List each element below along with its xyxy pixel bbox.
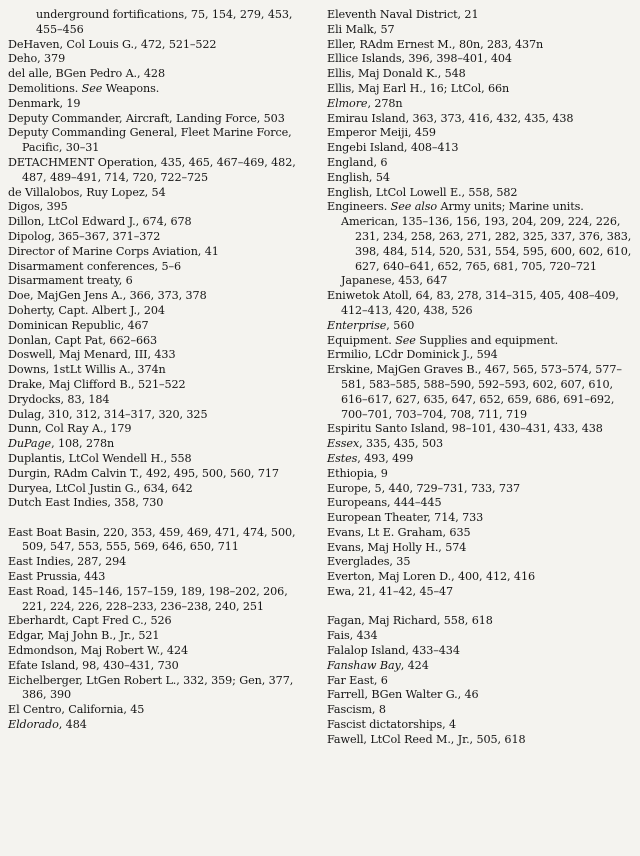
index-entry: East Indies, 287, 294 <box>8 555 127 569</box>
index-entry-pages: , 108, 278n <box>51 437 115 451</box>
index-entry: Disarmament treaty, 6 <box>8 274 133 288</box>
index-entry-see: See <box>81 81 103 95</box>
index-entry: Disarmament conferences, 5–6 <box>8 259 181 273</box>
index-entry-pages: , 493, 499 <box>357 451 414 465</box>
index-column-right <box>327 8 634 856</box>
index-entry-pages: , 484 <box>58 717 87 731</box>
index-entry: English, 54 <box>327 170 390 184</box>
index-entry: Downs, 1stLt Willis A., 374n <box>8 363 166 377</box>
index-entry: del alle, BGen Pedro A., 428 <box>8 67 165 81</box>
index-entry: de Villalobos, Ruy Lopez, 54 <box>8 185 166 199</box>
index-entry: Emirau Island, 363, 373, 416, 432, 435, 438 <box>327 111 574 125</box>
index-entry <box>327 97 634 112</box>
index-entry: Evans, Lt E. Graham, 635 <box>327 525 471 539</box>
index-entry: Falalop Island, 433–434 <box>327 643 460 657</box>
index-entry: Edmondson, Maj Robert W., 424 <box>8 643 188 657</box>
index-entry-see: See also <box>390 200 438 214</box>
index-entry: Eichelberger, LtGen Robert L., 332, 359; Gen, 377, 386, 390 <box>8 673 294 702</box>
index-entry-see: See <box>395 333 416 347</box>
index-entry-ship-name: Elmore <box>327 96 368 110</box>
index-entry <box>327 334 634 349</box>
index-entry: Doswell, Maj Menard, III, 433 <box>8 348 176 362</box>
index-entry <box>327 659 634 674</box>
index-entry-ship-name: Eldorado <box>8 717 59 731</box>
index-entry: East Prussia, 443 <box>8 569 106 583</box>
index-entry: Eberhardt, Capt Fred C., 526 <box>8 614 172 628</box>
index-entry-ref: Weapons. <box>102 81 160 95</box>
index-entry: Erskine, MajGen Graves B., 467, 565, 573–574, 577–581, 583–585, 588–590, 592–593, 602, 607, 610, 616–617, 627, 635, 647, 652, 659, 686, 691–692, 700–701, 703–704, 708, 711, 719 <box>327 363 622 421</box>
index-entry-ship-name: Enterprise <box>327 318 387 332</box>
index-entry: Duplantis, LtCol Wendell H., 558 <box>8 451 192 465</box>
index-entry: Far East, 6 <box>327 673 388 687</box>
index-entry: Emperor Meiji, 459 <box>327 126 436 140</box>
index-column-left <box>8 8 315 856</box>
index-entry: European Theater, 714, 733 <box>327 511 484 525</box>
index-entry: Fascist dictatorships, 4 <box>327 717 457 731</box>
index-entry-pages: , 424 <box>400 658 429 672</box>
index-entry: Dipolog, 365–367, 371–372 <box>8 229 161 243</box>
index-entry <box>327 200 634 215</box>
index-entry: Dulag, 310, 312, 314–317, 320, 325 <box>8 407 208 421</box>
index-entry <box>327 452 634 467</box>
index-entry: Ewa, 21, 41–42, 45–47 <box>327 585 454 599</box>
index-entry-ship-name: Essex <box>327 437 360 451</box>
index-entry-head: Demolitions. <box>8 81 82 95</box>
index-entry: Deputy Commander, Aircraft, Landing Force, 503 <box>8 111 285 125</box>
index-entry-head: Equipment. <box>327 333 396 347</box>
index-entry: Durgin, RAdm Calvin T., 492, 495, 500, 560, 717 <box>8 466 279 480</box>
index-entry: Fascism, 8 <box>327 703 386 717</box>
index-entry-ref: Army units; Marine units. <box>437 200 584 214</box>
index-entry: Everton, Maj Loren D., 400, 412, 416 <box>327 570 535 584</box>
index-entry-pages: , 335, 435, 503 <box>359 437 443 451</box>
index-entry: Eniwetok Atoll, 64, 83, 278, 314–315, 405, 408–409, 412–413, 420, 438, 526 <box>327 289 619 317</box>
index-entry <box>8 718 315 733</box>
index-entry-pages: , 278n <box>367 96 403 110</box>
index-entry: Dutch East Indies, 358, 730 <box>8 496 164 510</box>
index-entry: Ellis, Maj Earl H., 16; LtCol, 66n <box>327 81 510 95</box>
index-entry: Everglades, 35 <box>327 555 411 569</box>
index-entry: Ellis, Maj Donald K., 548 <box>327 67 466 81</box>
index-entry <box>8 82 315 97</box>
index-entry: underground fortifications, 75, 154, 279, 453, 455–456 <box>36 8 293 36</box>
index-entry: Eleventh Naval District, 21 <box>327 8 479 21</box>
index-entry: Fais, 434 <box>327 629 378 643</box>
index-entry: East Boat Basin, 220, 353, 459, 469, 471, 474, 500, 509, 547, 553, 555, 569, 646, 650, 711 <box>8 525 296 554</box>
index-entry <box>327 319 634 334</box>
index-entry: Eli Malk, 57 <box>327 22 395 36</box>
index-entry-ref: Supplies and equipment. <box>415 333 559 347</box>
index-entry: Farrell, BGen Walter G., 46 <box>327 688 479 702</box>
index-entry: Deho, 379 <box>8 52 66 66</box>
index-entry: American, 135–136, 156, 193, 204, 209, 224, 226, 231, 234, 258, 263, 271, 282, 325, 337, 376, 383, 398, 484, 514, 520, 531, 554, 595, 600, 602, 610, 627, 640–641, 652, 765, 681, 705, 720–721 <box>341 215 632 273</box>
index-entry-ship-name: Fanshaw Bay <box>327 658 401 672</box>
index-entry: El Centro, California, 45 <box>8 703 145 717</box>
index-entry: DETACHMENT Operation, 435, 465, 467–469, 482, 487, 489–491, 714, 720, 722–725 <box>8 155 296 184</box>
index-entry <box>8 437 315 452</box>
index-entry: Dillon, LtCol Edward J., 674, 678 <box>8 215 192 229</box>
index-entry: Donlan, Capt Pat, 662–663 <box>8 333 158 347</box>
index-entry: Efate Island, 98, 430–431, 730 <box>8 658 179 672</box>
index-entry: Japanese, 453, 647 <box>341 274 448 288</box>
index-entry: Europe, 5, 440, 729–731, 733, 737 <box>327 481 520 495</box>
index-entry-ship-name: Estes <box>327 451 358 465</box>
index-entry: Eller, RAdm Ernest M., 80n, 283, 437n <box>327 37 544 51</box>
index-entry: Drydocks, 83, 184 <box>8 392 110 406</box>
index-entry: Fawell, LtCol Reed M., Jr., 505, 618 <box>327 732 526 746</box>
index-entry: England, 6 <box>327 155 388 169</box>
index-entry: DeHaven, Col Louis G., 472, 521–522 <box>8 37 217 51</box>
index-entry <box>327 437 634 452</box>
index-entry: Ermilio, LCdr Dominick J., 594 <box>327 348 498 362</box>
index-entry: Deputy Commanding General, Fleet Marine Force, Pacific, 30–31 <box>8 126 292 155</box>
index-entry: Ethiopia, 9 <box>327 466 388 480</box>
index-entry: East Road, 145–146, 157–159, 189, 198–202, 206, 221, 224, 226, 228–233, 236–238, 240, 251 <box>8 584 288 613</box>
index-entry: Espiritu Santo Island, 98–101, 430–431, 433, 438 <box>327 422 603 436</box>
index-entry: Duryea, LtCol Justin G., 634, 642 <box>8 481 193 495</box>
index-entry: Ellice Islands, 396, 398–401, 404 <box>327 52 512 66</box>
index-entry-head: Engineers. <box>327 200 391 214</box>
index-entry: English, LtCol Lowell E., 558, 582 <box>327 185 518 199</box>
index-entry: Dunn, Col Ray A., 179 <box>8 422 132 436</box>
index-entry-pages: , 560 <box>386 318 415 332</box>
index-entry: Director of Marine Corps Aviation, 41 <box>8 244 219 258</box>
index-entry: Evans, Maj Holly H., 574 <box>327 540 467 554</box>
index-entry: Drake, Maj Clifford B., 521–522 <box>8 377 186 391</box>
index-entry: Doherty, Capt. Albert J., 204 <box>8 303 165 317</box>
index-entry: Doe, MajGen Jens A., 366, 373, 378 <box>8 289 207 303</box>
index-entry: Digos, 395 <box>8 200 68 214</box>
index-entry: Edgar, Maj John B., Jr., 521 <box>8 629 160 643</box>
index-entry: Europeans, 444–445 <box>327 496 442 510</box>
index-entry-ship-name: DuPage <box>8 437 52 451</box>
index-entry: Dominican Republic, 467 <box>8 318 149 332</box>
index-entry: Engebi Island, 408–413 <box>327 141 459 155</box>
index-entry: Denmark, 19 <box>8 96 81 110</box>
index-entry: Fagan, Maj Richard, 558, 618 <box>327 614 493 628</box>
